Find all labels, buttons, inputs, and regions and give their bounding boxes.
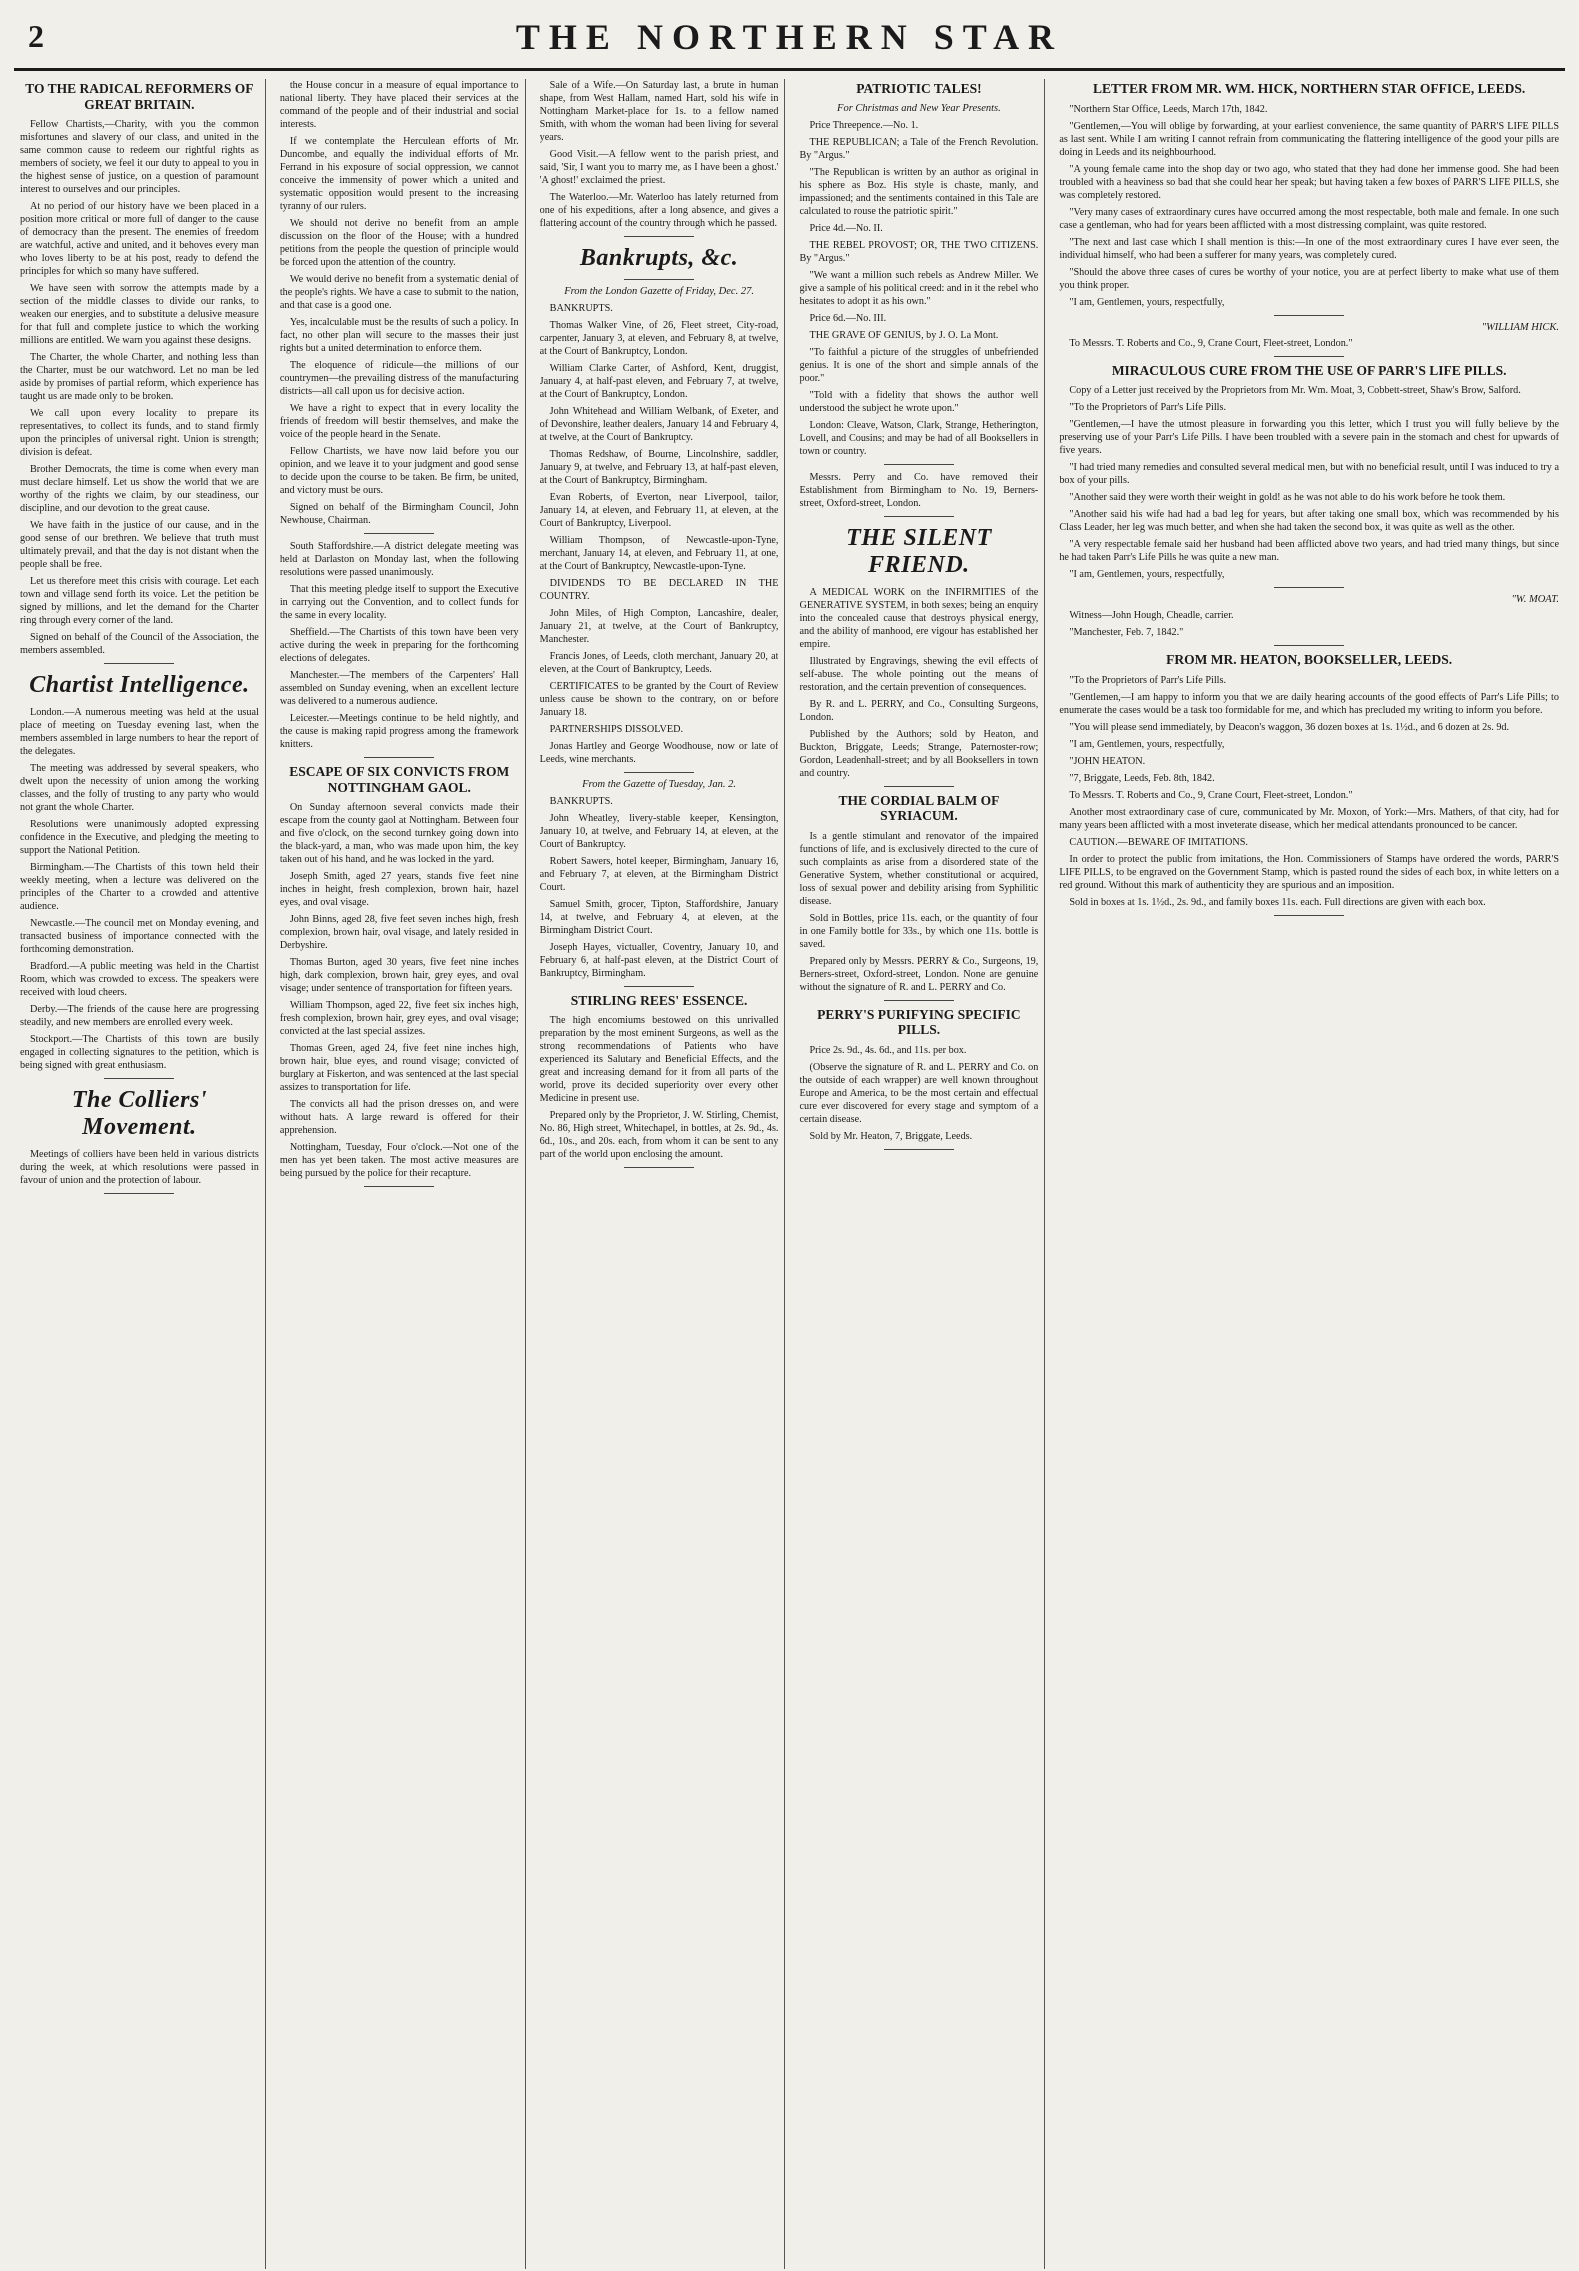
article-paragraph: The meeting was addressed by several speakers, who dwelt upon the necessity of union among the working classes, and the folly of trusting to any party who would not grant the whole Charter. <box>20 762 259 813</box>
article-paragraph: Stockport.—The Chartists of this town are busily engaged in collecting signatures to the petition, which is being signed with great enthusiasm. <box>20 1033 259 1071</box>
article-paragraph: Thomas Walker Vine, of 26, Fleet street, City-road, carpenter, January 3, at eleven, and February 8, at twelve, at the Court of Bankruptcy, London. <box>539 319 779 357</box>
article-paragraph: "Manchester, Feb. 7, 1842." <box>1069 627 1184 639</box>
section-divider <box>624 1167 694 1168</box>
article-paragraph: Jonas Hartley and George Woodhouse, now or late of Leeds, wine merchants. <box>539 740 779 765</box>
article-paragraph: DIVIDENDS TO BE DECLARED IN THE COUNTRY. <box>539 577 779 602</box>
article-paragraph: Francis Jones, of Leeds, cloth merchant, January 20, at eleven, at the Court of Bankruptcy, Leeds. <box>539 650 779 675</box>
section-divider <box>624 986 694 987</box>
section-divider <box>624 236 694 237</box>
article-paragraph: The high encomiums bestowed on this unrivalled preparation by the most eminent Surgeons, as well as the strong recommendations of Patients who have experienced its Salutary and Beneficial Effects, and the great and increasing demand for it from all parts of the world, prove its decided superiority over every other Medicine in present use. <box>539 1015 779 1105</box>
article-paragraph: To Messrs. T. Roberts and Co., 9, Crane Court, Fleet-street, London." <box>1069 789 1353 801</box>
column-3 <box>534 79 786 2269</box>
article-paragraph: "7, Briggate, Leeds, Feb. 8th, 1842. <box>1069 772 1215 784</box>
article-headline: TO THE RADICAL REFORMERS OF GREAT BRITAIN. <box>25 81 254 112</box>
article-paragraph: "To the Proprietors of Parr's Life Pills. <box>1069 402 1226 414</box>
article-headline: The Colliers' Movement. <box>71 1086 207 1141</box>
section-divider <box>1274 315 1344 316</box>
article-paragraph: We have a right to expect that in every locality the friends of freedom will bestir themselves, and make the voice of the people heard in the Senate. <box>279 403 519 440</box>
article-paragraph: Witness—John Hough, Cheadle, carrier. <box>1069 610 1234 622</box>
section-divider <box>1274 645 1344 646</box>
article-paragraph: THE REBEL PROVOST; OR, THE TWO CITIZENS. By "Argus." <box>799 239 1039 264</box>
article-paragraph: We have faith in the justice of our cause, and in the good sense of our brethren. We believe that truth must ultimately prevail, and that the day is not distant when the people shall be free. <box>20 520 259 571</box>
article-paragraph: "The next and last case which I shall mention is this:—In one of the most extraordinary cures I have ever seen, the individual himself, who had been a sufferer for many years, was completely cured. <box>1059 236 1559 261</box>
article-paragraph: "I am, Gentlemen, yours, respectfully, <box>1069 738 1225 750</box>
article-headline: Chartist Intelligence. <box>29 672 250 699</box>
section-divider <box>364 757 434 758</box>
article-paragraph: By R. and L. PERRY, and Co., Consulting Surgeons, London. <box>799 698 1039 723</box>
article-paragraph: "The Republican is written by an author as original in his sphere as Boz. His style is chaste, manly, and impassioned; and the sentiments contained in this Tale are calculated to rouse the patriotic spirit." <box>799 166 1039 217</box>
article-paragraph: Price 2s. 9d., 4s. 6d., and 11s. per box. <box>809 1044 967 1056</box>
section-divider <box>884 1149 954 1150</box>
article-paragraph: The eloquence of ridicule—the millions of our countrymen—the prevailing distress of the manufacturing districts—all call upon us for decisive action. <box>279 360 519 397</box>
article-paragraph: "I am, Gentlemen, yours, respectfully, <box>1069 296 1225 308</box>
article-paragraph: the House concur in a measure of equal importance to national liberty. They have placed their services at the command of the people and of their industrial and social interests. <box>279 80 519 130</box>
article-paragraph: Manchester.—The members of the Carpenters' Hall assembled on Sunday evening, when an excellent lecture was delivered to a numerous audience. <box>279 670 519 707</box>
article-paragraph: "Northern Star Office, Leeds, March 17th, 1842. <box>1069 103 1268 115</box>
article-paragraph: "I am, Gentlemen, yours, respectfully, <box>1069 569 1225 581</box>
article-paragraph: We would derive no benefit from a systematic denial of the people's rights. We have a case to submit to the nation, and that case is a good one. <box>279 274 519 311</box>
masthead-rule <box>14 68 1565 71</box>
columns-container <box>14 79 1565 2269</box>
article-paragraph: BANKRUPTS. <box>549 795 613 807</box>
column-1 <box>14 79 266 2269</box>
masthead <box>14 6 1565 68</box>
article-paragraph: William Thompson, of Newcastle-upon-Tyne, merchant, January 14, at eleven, and February 11, at one, at the Court of Bankruptcy, Newcastle-upon-Tyne. <box>539 534 779 572</box>
article-paragraph: Resolutions were unanimously adopted expressing confidence in the Executive, and pledging the meeting to support the National Petition. <box>20 818 259 856</box>
article-paragraph: Good Visit.—A fellow went to the parish priest, and said, 'Sir, I want you to marry me, as I have been a ghost.' 'A ghost!' exclaimed the priest. <box>539 149 779 186</box>
section-divider <box>104 1078 174 1079</box>
article-paragraph: Birmingham.—The Chartists of this town held their weekly meeting, when a lecture was delivered on the principles of the Charter to a crowded and attentive audience. <box>20 861 259 912</box>
article-paragraph: We have seen with sorrow the attempts made by a section of the middle classes to divide our ranks, to weaken our energies, and to substitute a delusive measure for that full and complete justice to which the working millions are entitled. We warn you against these designs. <box>20 283 259 347</box>
article-paragraph: John Binns, aged 28, five feet seven inches high, fresh complexion, brown hair, oval visage, and lately resided in Derbyshire. <box>279 914 519 952</box>
article-paragraph: "Another said they were worth their weight in gold! as he was not able to do his work before he took them. <box>1069 492 1506 504</box>
article-paragraph: London.—A numerous meeting was held at the usual place of meeting on Tuesday evening last, when the members assembled in large numbers to hear the report of the delegates. <box>20 706 259 757</box>
section-divider <box>884 516 954 517</box>
column-2 <box>274 79 526 2269</box>
article-paragraph: If we contemplate the Herculean efforts of Mr. Duncombe, and equally the individual efforts of Mr. Ferrand in his exposure of social oppression, we cannot conceive the immensity of power which a united and systematic opposition would present to the increasing tyranny of our rulers. <box>279 136 519 212</box>
article-paragraph: To Messrs. T. Roberts and Co., 9, Crane Court, Fleet-street, London." <box>1069 337 1353 349</box>
article-paragraph: Is a gentle stimulant and renovator of the impaired functions of life, and is exclusively directed to the cure of such complaints as arise from a disordered state of the Generative System, whether constitutional or acquired, loss of sexual power and debility arising from Syphilitic disease. <box>799 830 1039 907</box>
article-paragraph: Fellow Chartists,—Charity, with you the common misfortunes and slavery of our class, and united in the same common cause to redeem our rightful rights as members of society, we feel it our duty to appeal to you in the highest sense of justice, on a question of paramount interest to ourselves and our principles. <box>20 119 259 196</box>
article-paragraph: Derby.—The friends of the cause here are progressing steadily, and new members are enrolled every week. <box>20 1003 259 1028</box>
article-paragraph: CAUTION.—BEWARE OF IMITATIONS. <box>1069 836 1248 848</box>
article-paragraph: Signed on behalf of the Council of the Association, the members assembled. <box>20 632 259 657</box>
article-paragraph: Thomas Burton, aged 30 years, five feet nine inches high, dark complexion, brown hair, grey eyes, and oval visage; under sentence of transportation for fifteen years. <box>279 957 519 995</box>
article-dateline: From the Gazette of Tuesday, Jan. 2. <box>582 778 737 790</box>
article-paragraph: "Gentlemen,—You will oblige by forwarding, at your earliest convenience, the same quantity of PARR'S LIFE PILLS as last sent. While I am writing I cannot refrain from communicating the flattering intelligence of the good your pills are doing in Leeds and its neighbourhood. <box>1059 120 1559 158</box>
section-divider <box>104 1193 174 1194</box>
article-paragraph: William Thompson, aged 22, five feet six inches high, fresh complexion, brown hair, grey eyes, and oval visage; convicted at the last special assizes. <box>279 1000 519 1038</box>
article-paragraph: Yes, incalculable must be the results of such a policy. In fact, no other plan will secure to the masses their just rights but a united determination to enforce them. <box>279 317 519 354</box>
article-paragraph: We call upon every locality to prepare its representatives, to collect its funds, and to stand firmly upon the principles of universal right. Union is strength; division is defeat. <box>20 408 259 459</box>
letter-signature: "W. MOAT. <box>1511 594 1559 606</box>
article-paragraph: Price Threepence.—No. 1. <box>809 119 919 131</box>
article-paragraph: South Staffordshire.—A district delegate meeting was held at Darlaston on Monday last, when the following resolutions were passed unanimously. <box>279 541 519 578</box>
section-divider <box>364 533 434 534</box>
article-paragraph: "Gentlemen,—I am happy to inform you that we are daily hearing accounts of the good effects of Parr's Life Pills; to enumerate the cases would be a task too formidable for me, and which has precluded my writing to inform you before. <box>1059 691 1559 716</box>
article-paragraph: Another most extraordinary case of cure, communicated by Mr. Moxon, of York:—Mrs. Mathers, of that city, had for many years been afflicted with a most inveterate disease, which her medical attendants pronounced to be cancer. <box>1059 806 1559 831</box>
article-paragraph: Sold by Mr. Heaton, 7, Briggate, Leeds. <box>809 1130 973 1142</box>
article-paragraph: Prepared only by the Proprietor, J. W. Stirling, Chemist, No. 86, High street, Whitechapel, in bottles, at 2s. 9d., 4s. 6d., 10s., and 20s. each, from whom it can be sent to any part of the world upon enclosing the amount. <box>539 1110 779 1161</box>
letter-signature: "WILLIAM HICK. <box>1481 321 1559 333</box>
article-paragraph: Brother Democrats, the time is come when every man must declare himself. Let us show the world that we are worthy of the rights we claim, by our steadiness, our discipline, and our devotion to the great cause. <box>20 464 259 515</box>
section-divider <box>884 786 954 787</box>
article-paragraph: Nottingham, Tuesday, Four o'clock.—Not one of the men has yet been taken. The most active measures are being pursued by the police for their recapture. <box>279 1142 519 1180</box>
article-paragraph: The Waterloo.—Mr. Waterloo has lately returned from one of his expeditions, after a long absence, and gives a flattering account of the country through which he passed. <box>539 192 779 229</box>
article-paragraph: BANKRUPTS. <box>549 302 613 314</box>
article-headline: ESCAPE OF SIX CONVICTS FROM NOTTINGHAM GAOL. <box>289 764 510 795</box>
article-paragraph: Price 4d.—No. II. <box>809 222 883 234</box>
article-paragraph: PARTNERSHIPS DISSOLVED. <box>549 723 684 735</box>
article-paragraph: "JOHN HEATON. <box>1069 755 1146 767</box>
article-paragraph: "A young female came into the shop day or two ago, who stated that they had done her immense good. She had been troubled with a heaviness so bad that she could hear her speak; but having taken a few boxes of PARR'S LIFE PILLS, she was completely restored. <box>1059 163 1559 201</box>
article-paragraph: "Very many cases of extraordinary cures have occurred among the most respectable, both male and female. In one such case a gentleman, who had for years been afflicted with a most distressing complaint, was quite restored. <box>1059 206 1559 231</box>
article-headline: STIRLING REES' ESSENCE. <box>570 992 748 1008</box>
article-paragraph: William Clarke Carter, of Ashford, Kent, druggist, January 4, at half-past eleven, and February 7, at twelve, at the Court of Bankruptcy, London. <box>539 362 779 400</box>
article-paragraph: Price 6d.—No. III. <box>809 312 887 324</box>
article-paragraph: John Wheatley, livery-stable keeper, Kensington, January 10, at twelve, and February 14, at eleven, at the Court of Bankruptcy. <box>539 812 779 850</box>
article-paragraph: Robert Sawers, hotel keeper, Birmingham, January 16, and February 7, at eleven, at the Birmingham District Court. <box>539 855 779 893</box>
article-paragraph: Signed on behalf of the Birmingham Council, John Newhouse, Chairman. <box>279 502 519 526</box>
article-paragraph: The Charter, the whole Charter, and nothing less than the Charter, must be our watchword. Let no man be led aside by promises of partial reform, which experience has taught us are made only to be broken. <box>20 352 259 403</box>
article-paragraph: A MEDICAL WORK on the INFIRMITIES of the GENERATIVE SYSTEM, in both sexes; being an enquiry into the concealed cause that destroys physical energy, and the ability of manhood, ere vigour has established her empire. <box>799 586 1039 650</box>
article-paragraph: "To the Proprietors of Parr's Life Pills. <box>1069 674 1226 686</box>
article-paragraph: Joseph Smith, aged 27 years, stands five feet nine inches in height, fresh complexion, brown hair, hazel eyes, and oval visage. <box>279 871 519 909</box>
article-paragraph: "To faithful a picture of the struggles of unbefriended genius. It is one of the short and simple annals of the poor." <box>799 346 1039 384</box>
article-paragraph: Joseph Hayes, victualler, Coventry, January 10, and February 6, at half-past eleven, at the District Court of Bankruptcy, Birmingham. <box>539 941 779 979</box>
article-paragraph: Evan Roberts, of Everton, near Liverpool, tailor, January 14, at eleven, and February 11, at eleven, at the Court of Bankruptcy, Liverpool. <box>539 491 779 529</box>
article-paragraph: "Should the above three cases of cures be worthy of your notice, you are at perfect liberty to make what use of them you think proper. <box>1059 266 1559 291</box>
article-headline: PATRIOTIC TALES! <box>856 81 982 96</box>
article-paragraph: THE REPUBLICAN; a Tale of the French Revolution. By "Argus." <box>799 136 1039 161</box>
article-paragraph: Prepared only by Messrs. PERRY & Co., Surgeons, 19, Berners-street, Oxford-street, London. None are genuine without the signature of R. and L. PERRY and Co. <box>799 955 1039 993</box>
section-divider <box>624 279 694 280</box>
article-subline: For Christmas and New Year Presents. <box>837 102 1001 114</box>
article-headline: THE SILENT FRIEND. <box>846 524 992 579</box>
article-paragraph: Let us therefore meet this crisis with courage. Let each town and village send forth its voice. Let the petition be signed by millions, and let the demand for the Charter ring through every corner of the land. <box>20 576 259 627</box>
article-paragraph: Fellow Chartists, we have now laid before you our opinion, and we leave it to your judgment and good sense to decide upon the course to be taken. Be firm, be united, and victory must be ours. <box>279 446 519 496</box>
article-paragraph: (Observe the signature of R. and L. PERRY and Co. on the outside of each wrapper) are well known throughout Europe and America, to be the most certain and effectual cure ever discovered for every stage and symptom of a certain disease. <box>799 1061 1039 1125</box>
article-paragraph: "Another said his wife had had a bad leg for years, but after taking one small box, which was recommended by his Class Leader, her leg was much better, and when she had taken the second box, it was quite as well as the other. <box>1059 509 1559 534</box>
section-divider <box>1274 356 1344 357</box>
page-number: 2 <box>28 18 44 54</box>
article-paragraph: Meetings of colliers have been held in various districts during the week, at which resolutions were passed in favour of union and the protection of labour. <box>20 1148 259 1186</box>
article-paragraph: Thomas Redshaw, of Bourne, Lincolnshire, saddler, January 9, at twelve, and February 13, at half-past eleven, at the Court of Bankruptcy, Birmingham. <box>539 448 779 486</box>
article-headline: MIRACULOUS CURE FROM THE USE OF PARR'S LIFE PILLS. <box>1111 362 1507 378</box>
article-paragraph: That this meeting pledge itself to support the Executive in carrying out the Convention, and to collect funds for the same in every locality. <box>279 584 519 621</box>
section-divider <box>624 772 694 773</box>
article-paragraph: In order to protect the public from imitations, the Hon. Commissioners of Stamps have ordered the words, PARR'S LIFE PILLS, to be engraved on the Government Stamp, which is pasted round the sides of each box, in white letters on a red ground. Without this mark of authenticity they are spurious and an imposition. <box>1059 853 1559 891</box>
article-paragraph: John Miles, of High Compton, Lancashire, dealer, January 21, at twelve, at the Court of Bankruptcy, Manchester. <box>539 607 779 645</box>
article-paragraph: Samuel Smith, grocer, Tipton, Staffordshire, January 14, at twelve, and February 4, at eleven, at the Birmingham District Court. <box>539 898 779 936</box>
article-paragraph: On Sunday afternoon several convicts made their escape from the county gaol at Nottingham. Between four and five o'clock, on the second turnkey going down into the black-yard, a man, who was made upon him, the key taken out of his hand, and he was locked in the yard. <box>279 802 519 866</box>
section-divider <box>1274 587 1344 588</box>
section-divider <box>104 663 174 664</box>
article-paragraph: We should not derive no benefit from an ample discussion on the floor of the House; with a hundred petitions from the people the question of principle would be forced upon the attention of the country. <box>279 218 519 268</box>
section-divider <box>884 1000 954 1001</box>
article-paragraph: Messrs. Perry and Co. have removed their Establishment from Birmingham to No. 19, Berners-street, Oxford-street, London. <box>799 471 1039 509</box>
section-divider <box>364 1186 434 1187</box>
article-paragraph: Sale of a Wife.—On Saturday last, a brute in human shape, from West Hallam, named Hart, sold his wife in Nottingham Market-place for 1s. to a fellow named Smith, with whom the woman had been living for several years. <box>539 80 779 143</box>
article-paragraph: "A very respectable female said her husband had been afflicted above two years, and had tried many things, but since he had taken Parr's Life Pills he was quite a new man. <box>1059 539 1559 564</box>
article-paragraph: John Whitehead and William Welbank, of Exeter, and of Devonshire, leather dealers, January 14 and February 4, at twelve, at the Court of Bankruptcy. <box>539 405 779 443</box>
article-paragraph: London: Cleave, Watson, Clark, Strange, Hetherington, Lovell, and Cousins; and may be had of all Booksellers in town or country. <box>799 419 1039 457</box>
article-paragraph: Newcastle.—The council met on Monday evening, and transacted business of importance connected with the forthcoming demonstration. <box>20 917 259 955</box>
article-paragraph: "Gentlemen,—I have the utmost pleasure in forwarding you this letter, which I trust you will fully believe by the preserving use of your Parr's Life Pills. I have been troubled with a severe pain in the stomach and chest for upwards of five years. <box>1059 419 1559 457</box>
article-paragraph: "I had tried many remedies and consulted several medical men, but with no beneficial result, until I was induced to try a box of your pills. <box>1059 462 1559 487</box>
article-paragraph: Copy of a Letter just received by the Proprietors from Mr. Wm. Moat, 3, Cobbett-street, Shaw's Brow, Salford. <box>1069 385 1521 397</box>
section-divider <box>884 464 954 465</box>
article-headline: Bankrupts, &c. <box>579 245 739 271</box>
article-paragraph: The convicts all had the prison dresses on, and were without hats. A large reward is offered for their apprehension. <box>279 1099 519 1137</box>
article-paragraph: Sold in Bottles, price 11s. each, or the quantity of four in one Family bottle for 33s., by which one 11s. bottle is saved. <box>799 912 1039 950</box>
article-headline: THE CORDIAL BALM OF SYRIACUM. <box>838 792 1000 824</box>
section-divider <box>1274 915 1344 916</box>
article-paragraph: Published by the Authors; sold by Heaton, and Buckton, Briggate, Leeds; Strange, Paternoster-row; Gordon, Leadenhall-street; and by all Booksellers in town and country. <box>799 728 1039 779</box>
article-paragraph: Sheffield.—The Chartists of this town have been very active during the week in preparing for the forthcoming elections of delegates. <box>279 627 519 664</box>
article-headline: LETTER FROM MR. WM. HICK, NORTHERN STAR OFFICE, LEEDS. <box>1093 81 1526 96</box>
column-4 <box>793 79 1045 2269</box>
article-paragraph: "Told with a fidelity that shows the author well understood the subject he wrote upon." <box>799 389 1039 414</box>
newspaper-title: THE NORTHERN STAR <box>515 17 1064 57</box>
article-paragraph: Thomas Green, aged 24, five feet nine inches high, brown hair, blue eyes, and round visage; convicted of burglary at Fiskerton, and was sentenced at the last special assizes to transportation for life. <box>279 1043 519 1094</box>
article-paragraph: CERTIFICATES to be granted by the Court of Review unless cause be shown to the contrary, on or before January 18. <box>539 680 779 718</box>
article-paragraph: "We want a million such rebels as Andrew Miller. We give a sample of his political creed: and in it the rebel who hesitates to adopt it as his own." <box>799 269 1039 307</box>
article-paragraph: Leicester.—Meetings continue to be held nightly, and the cause is making rapid progress among the framework knitters. <box>279 713 519 750</box>
article-paragraph: THE GRAVE OF GENIUS, by J. O. La Mont. <box>809 329 999 341</box>
article-paragraph: At no period of our history have we been placed in a position more critical or more full of danger to the cause of democracy than the present. The enemies of freedom are watchful, active and united, and it behoves every man who loves liberty to be at his post, ready to defend the principles for which so many have suffered. <box>20 201 259 278</box>
article-headline: FROM MR. HEATON, BOOKSELLER, LEEDS. <box>1166 652 1453 668</box>
article-paragraph: "You will please send immediately, by Deacon's waggon, 36 dozen boxes at 1s. 1½d., and 6 dozen at 2s. 9d. <box>1069 721 1510 733</box>
article-paragraph: Bradford.—A public meeting was held in the Chartist Room, which was crowded to excess. The speakers were received with loud cheers. <box>20 960 259 998</box>
article-dateline: From the London Gazette of Friday, Dec. 27. <box>564 285 754 297</box>
article-paragraph: Illustrated by Engravings, shewing the evil effects of self-abuse. The whole pointing out the means of restoration, and the certain prevention of consequences. <box>799 655 1039 693</box>
column-5 <box>1053 79 1565 2269</box>
article-headline: PERRY'S PURIFYING SPECIFIC PILLS. <box>817 1006 1021 1038</box>
article-paragraph: Sold in boxes at 1s. 1½d., 2s. 9d., and family boxes 11s. each. Full directions are given with each box. <box>1069 896 1486 908</box>
